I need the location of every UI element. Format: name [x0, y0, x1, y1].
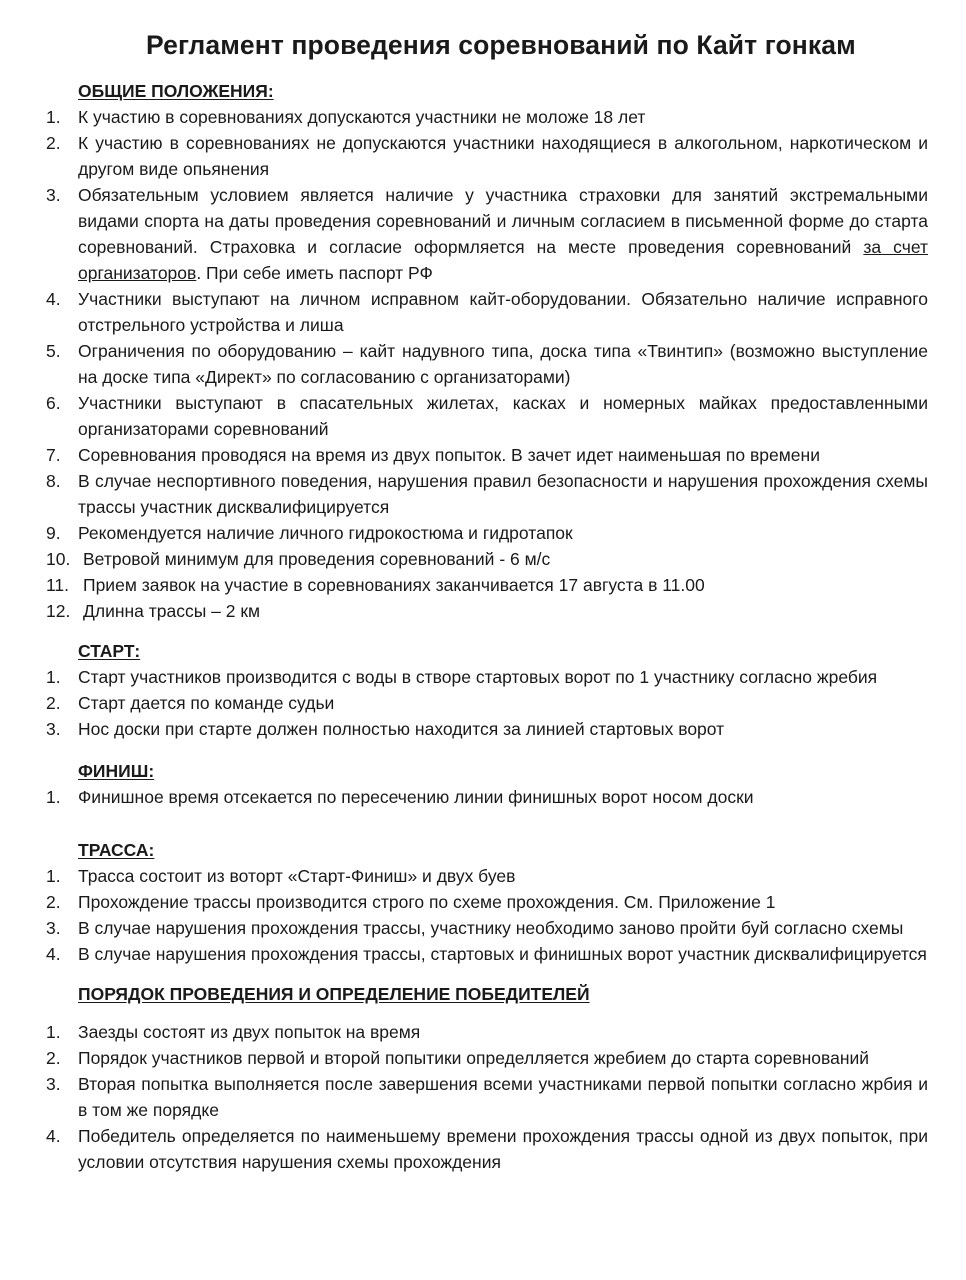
item-number: 1. — [46, 1022, 61, 1042]
list-item — [46, 863, 928, 889]
item-number: 8. — [46, 471, 61, 491]
item-text: В случае нарушения прохождения трассы, стартовых и финишных ворот участник дисквалифицируется — [78, 944, 927, 964]
section-heading-finish: ФИНИШ: — [78, 761, 155, 781]
list-item — [46, 690, 928, 716]
item-text-before: Обязательным условием является наличие у участника страховки для занятий экстремальными видами спорта на даты проведения соревнований и личным согласием в письменной форме до старта соревнований. Страховка и согласие оформляется на месте проведения соревнований — [78, 185, 928, 257]
item-text — [78, 182, 928, 286]
item-text: Прием заявок на участие в соревнованиях заканчивается 17 августа в 11.00 — [83, 575, 705, 595]
item-text: Финишное время отсекается по пересечению линии финишных ворот носом доски — [78, 787, 754, 807]
item-text: Победитель определяется по наименьшему времени прохождения трассы одной из двух попыток, при условии отсутствия нарушения схемы прохождения — [78, 1126, 928, 1172]
item-number: 3. — [46, 719, 61, 739]
list-item — [46, 286, 928, 338]
list-item — [46, 442, 928, 468]
course-list — [46, 863, 928, 967]
item-text: Длинна трассы – 2 км — [83, 601, 261, 621]
item-number: 1. — [46, 866, 61, 886]
list-item — [46, 520, 928, 546]
list-item — [46, 915, 928, 941]
list-item — [46, 1045, 928, 1071]
item-number: 4. — [46, 944, 61, 964]
section-course — [46, 837, 928, 967]
underlined-text: за счет организаторов — [78, 237, 928, 283]
item-number: 3. — [46, 185, 61, 205]
item-number: 10. — [46, 549, 71, 569]
section-heading-start: СТАРТ: — [78, 641, 141, 661]
item-text: В случае неспортивного поведения, нарушения правил безопасности и нарушения прохождения схемы трассы участник дисквалифицируется — [78, 471, 928, 517]
item-text: Трасса состоит из воторт «Старт-Финиш» и двух буев — [78, 866, 516, 886]
item-number: 9. — [46, 523, 61, 543]
item-text: Старт участников производится с воды в створе стартовых ворот по 1 участнику согласно жребия — [78, 667, 878, 687]
document-title: Регламент проведения соревнований по Кайт гонкам — [146, 30, 856, 60]
item-number: 4. — [46, 289, 61, 309]
item-number: 3. — [46, 918, 61, 938]
list-item — [46, 716, 928, 742]
item-text: В случае нарушения прохождения трассы, участнику необходимо заново пройти буй согласно схемы — [78, 918, 904, 938]
item-text: К участию в соревнованиях не допускаются участники находящиеся в алкогольном, наркотическом и другом виде опьянения — [78, 133, 928, 179]
section-heading-general: ОБЩИЕ ПОЛОЖЕНИЯ: — [78, 81, 274, 101]
item-text-after: . При себе иметь паспорт РФ — [196, 263, 433, 283]
item-text: Порядок участников первой и второй попытики определляется жребием до старта соревнований — [78, 1048, 870, 1068]
section-finish — [46, 758, 928, 810]
item-text: Нос доски при старте должен полностью находится за линией стартовых ворот — [78, 719, 725, 739]
list-item — [46, 1071, 928, 1123]
procedure-list — [46, 1019, 928, 1175]
list-item — [46, 338, 928, 390]
list-item — [46, 889, 928, 915]
item-number: 2. — [46, 1048, 61, 1068]
item-text: К участию в соревнованиях допускаются участники не моложе 18 лет — [78, 107, 646, 127]
list-item — [46, 572, 928, 598]
list-item — [46, 130, 928, 182]
list-item — [46, 941, 928, 967]
item-number: 3. — [46, 1074, 61, 1094]
item-text: Рекомендуется наличие личного гидрокостюма и гидротапок — [78, 523, 573, 543]
item-text: Вторая попытка выполняется после завершения всеми участниками первой попытки согласно жрбия и в том же порядке — [78, 1074, 928, 1120]
item-text: Участники выступают в спасательных жилетах, касках и номерных майках предоставленными организаторами соревнований — [78, 393, 928, 439]
item-number: 5. — [46, 341, 61, 361]
section-heading-course: ТРАССА: — [78, 840, 155, 860]
item-number: 2. — [46, 693, 61, 713]
finish-list — [46, 784, 928, 810]
item-number: 7. — [46, 445, 61, 465]
section-start — [46, 638, 928, 742]
item-number: 11. — [46, 575, 70, 595]
general-list — [46, 104, 928, 624]
item-text: Соревнования проводяся на время из двух попыток. В зачет идет наименьшая по времени — [78, 445, 820, 465]
item-number: 1. — [46, 787, 61, 807]
list-item — [46, 468, 928, 520]
item-number: 4. — [46, 1126, 61, 1146]
start-list — [46, 664, 928, 742]
list-item — [46, 784, 928, 810]
section-heading-procedure: ПОРЯДОК ПРОВЕДЕНИЯ И ОПРЕДЕЛЕНИЕ ПОБЕДИТЕЛЕЙ — [78, 984, 590, 1004]
item-number: 6. — [46, 393, 61, 413]
item-text: Старт дается по команде судьи — [78, 693, 335, 713]
item-number: 2. — [46, 133, 61, 153]
item-text: Ветровой минимум для проведения соревнований - 6 м/с — [83, 549, 551, 569]
list-item — [46, 598, 928, 624]
list-item — [46, 1123, 928, 1175]
list-item — [46, 1019, 928, 1045]
item-text: Прохождение трассы производится строго по схеме прохождения. См. Приложение 1 — [78, 892, 776, 912]
list-item — [46, 104, 928, 130]
item-text: Ограничения по оборудованию – кайт надувного типа, доска типа «Твинтип» (возможно выступление на доске типа «Директ» по согласованию с организаторами) — [78, 341, 928, 387]
list-item — [46, 390, 928, 442]
item-text: Участники выступают на личном исправном кайт-оборудовании. Обязательно наличие исправного отстрельного устройства и лиша — [78, 289, 928, 335]
item-number: 12. — [46, 601, 71, 621]
list-item — [46, 664, 928, 690]
section-general — [46, 78, 928, 624]
item-text: Заезды состоят из двух попыток на время — [78, 1022, 421, 1042]
list-item — [46, 546, 928, 572]
item-number: 2. — [46, 892, 61, 912]
section-procedure — [46, 981, 928, 1175]
list-item — [46, 182, 928, 286]
item-number: 1. — [46, 667, 61, 687]
item-number: 1. — [46, 107, 61, 127]
